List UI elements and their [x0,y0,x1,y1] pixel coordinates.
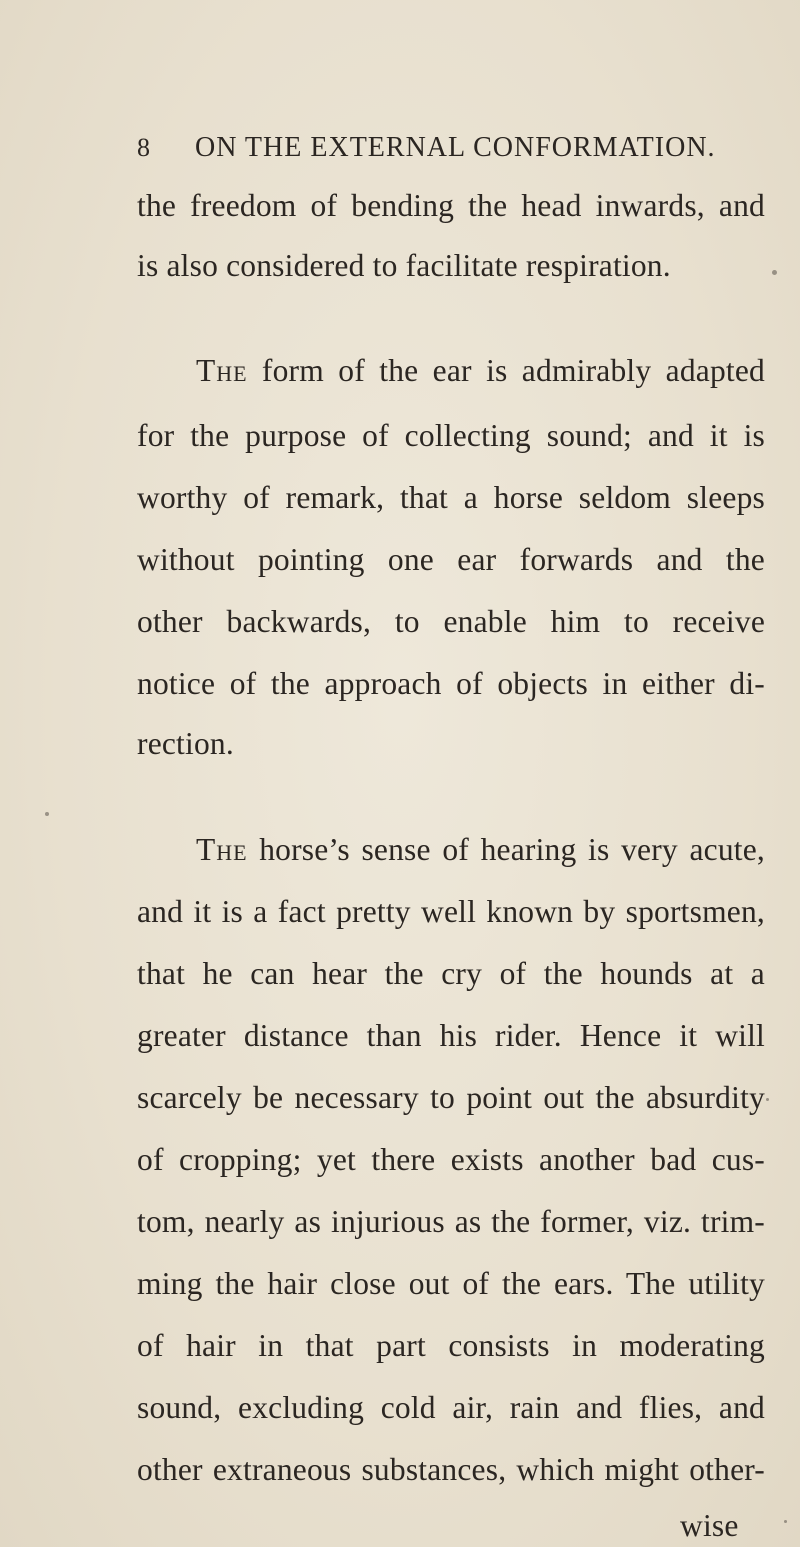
text-line: scarcely be necessary to point out the absurdity [137,1082,765,1115]
text-line: of hair in that part consists in moderating [137,1330,765,1363]
text-line: greater distance than his rider. Hence it will [137,1020,765,1053]
foxing-speck [45,812,49,816]
text-line: and it is a fact pretty well known by sportsmen, [137,896,765,929]
page-number: 8 [137,133,151,162]
foxing-speck [772,270,777,275]
catchword: wise [680,1508,739,1543]
text-line: is also considered to facilitate respiration. [137,248,671,283]
paragraph-lead: The [196,834,248,867]
paragraph-lead: The [196,355,248,388]
text-line: other extraneous substances, which might other- [137,1454,765,1487]
text-line: for the purpose of collecting sound; and it is [137,420,765,453]
text-line: that he can hear the cry of the hounds at a [137,958,765,991]
text-line: worthy of remark, that a horse seldom sleeps [137,482,765,515]
text-line: ming the hair close out of the ears. The utility [137,1268,765,1301]
text-line: without pointing one ear forwards and the [137,544,765,577]
text-line: other backwards, to enable him to receive [137,606,765,639]
text-line: notice of the approach of objects in either di- [137,668,765,701]
running-head [137,132,777,164]
foxing-speck [784,1520,787,1523]
foxing-speck [766,1098,769,1101]
text-line: of cropping; yet there exists another bad cus- [137,1144,765,1177]
text-line: rection. [137,726,234,761]
running-head-title: ON THE EXTERNAL CONFORMATION. [195,132,716,163]
text-line: The form of the ear is admirably adapted [196,355,765,388]
text-line: sound, excluding cold air, rain and flies, and [137,1392,765,1425]
text-line: the freedom of bending the head inwards, and [137,190,765,223]
text-line: The horse’s sense of hearing is very acute, [196,834,765,867]
text-line: tom, nearly as injurious as the former, viz. trim- [137,1206,765,1239]
